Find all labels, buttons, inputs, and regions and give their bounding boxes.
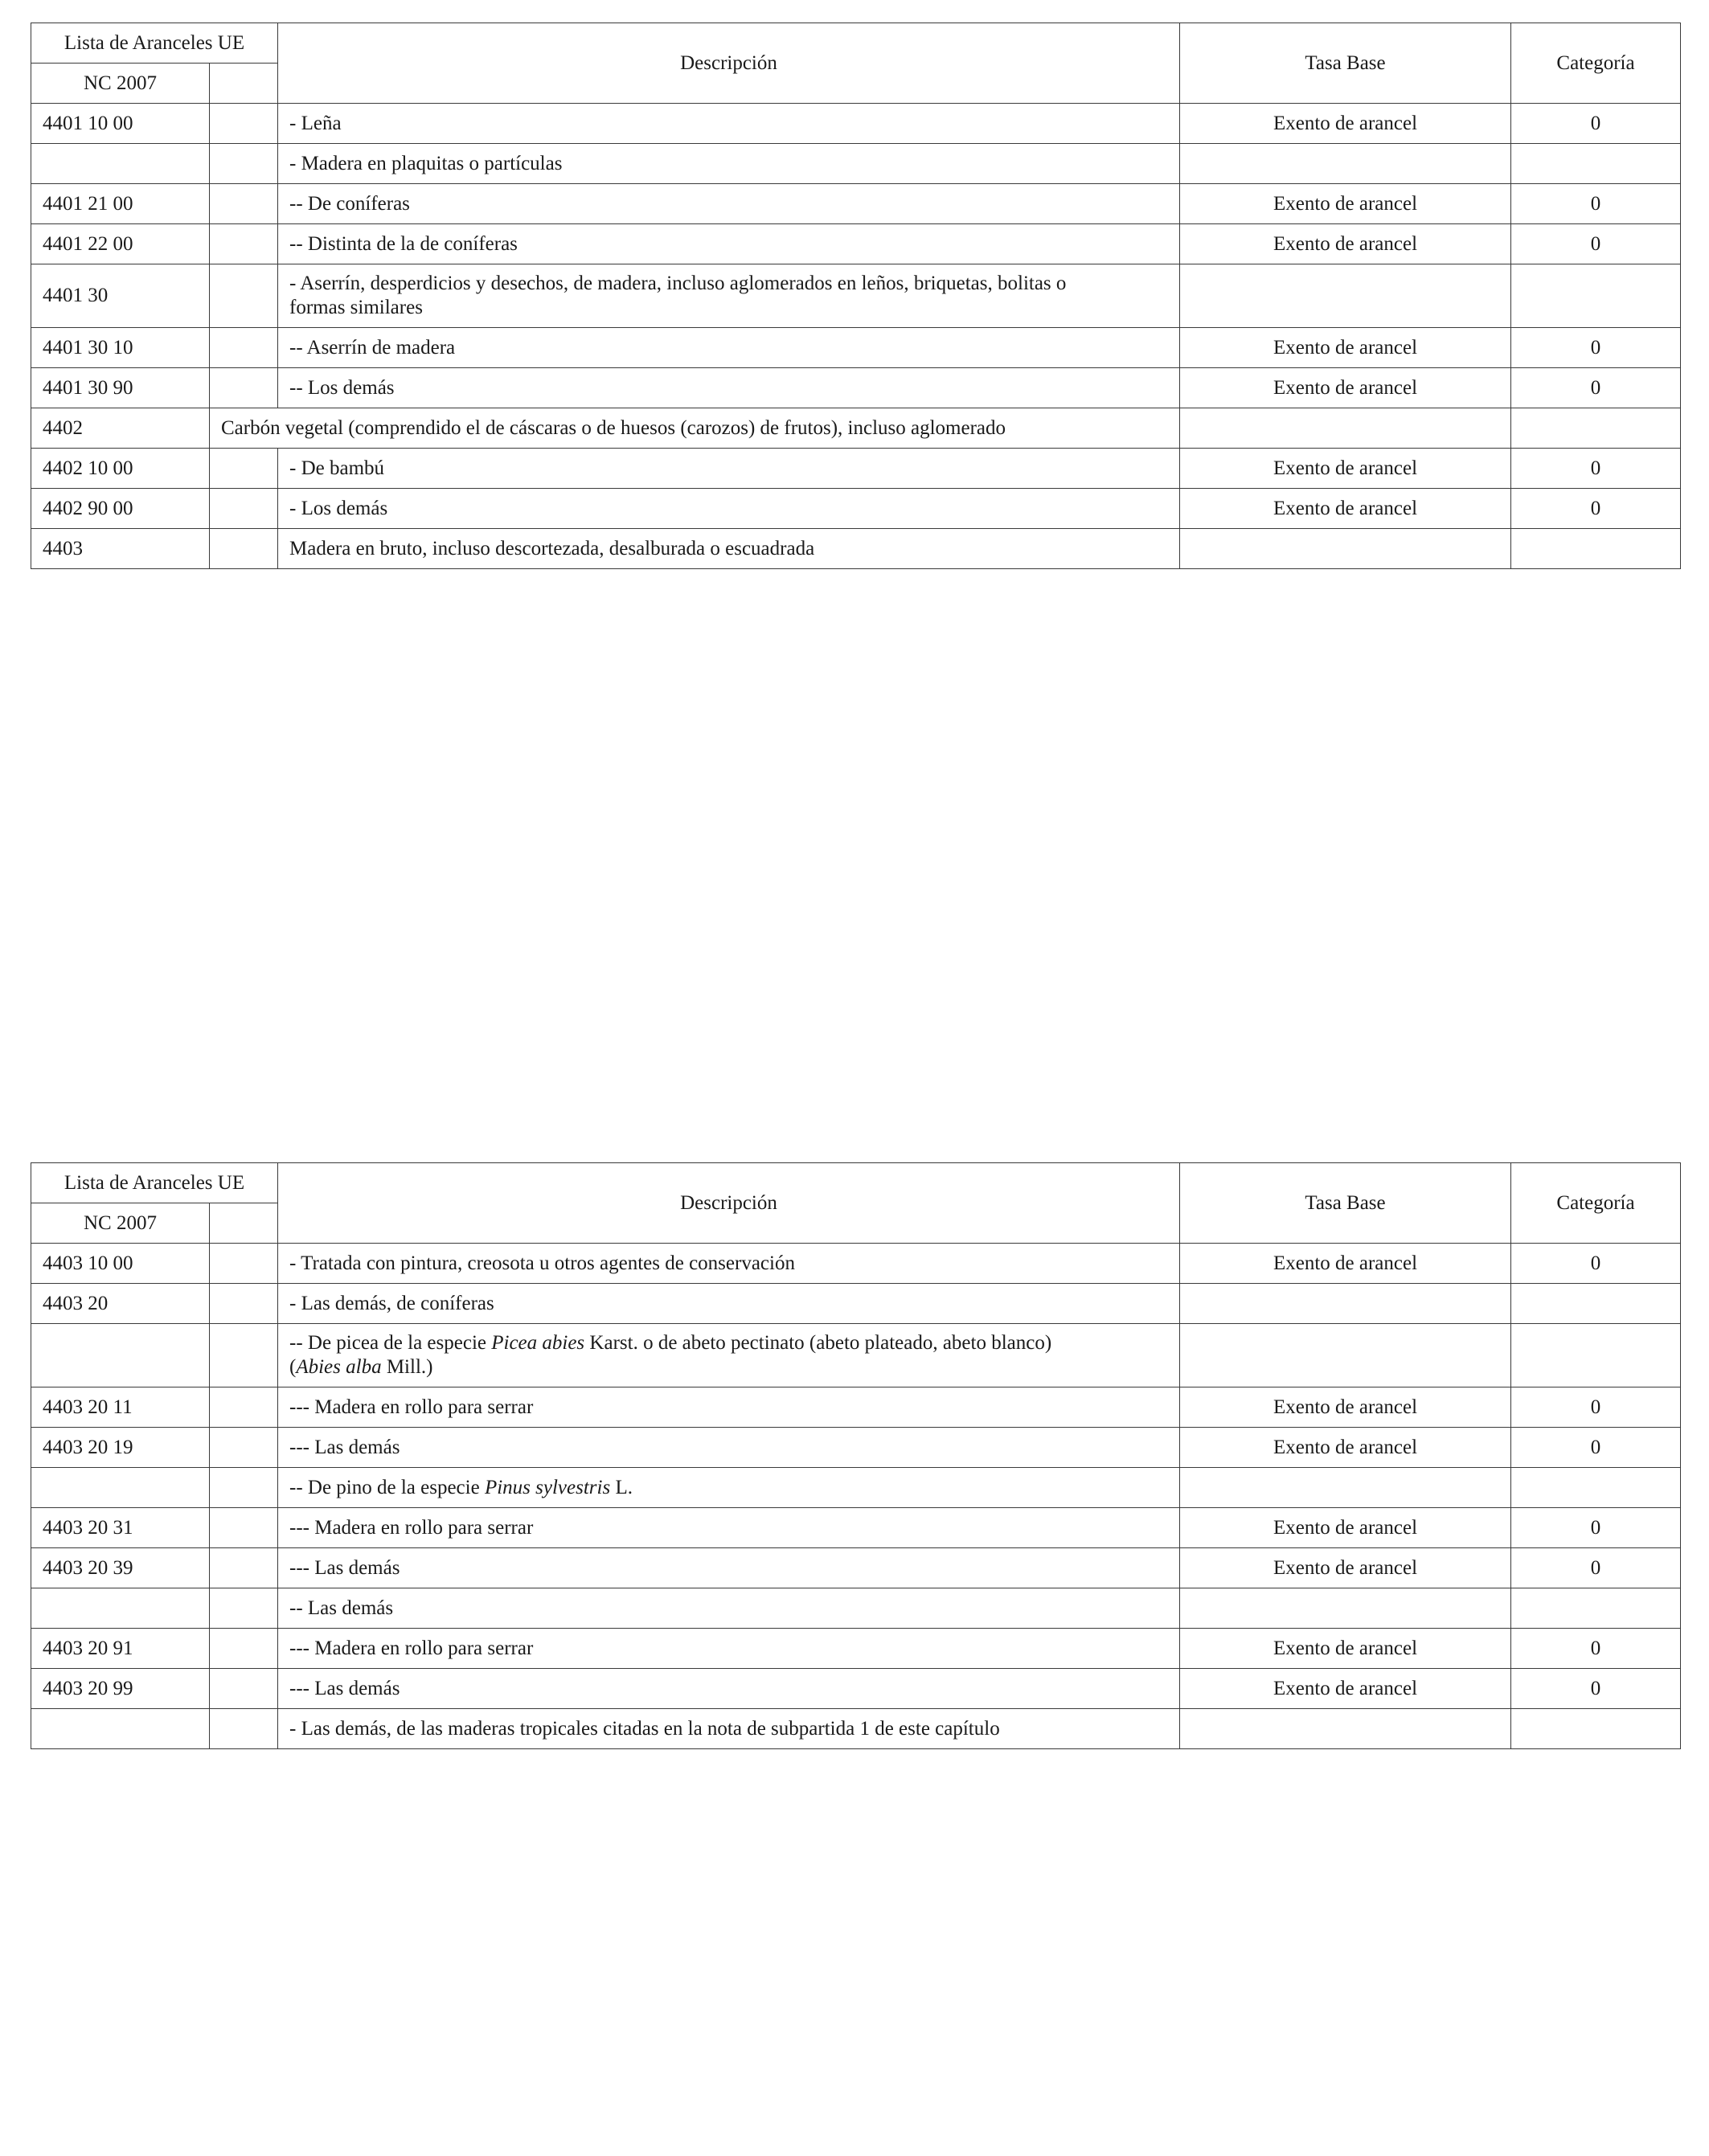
rate-cell bbox=[1180, 264, 1511, 328]
table-row bbox=[31, 224, 1681, 264]
rate-cell: Exento de arancel bbox=[1180, 489, 1511, 529]
rate-cell bbox=[1180, 529, 1511, 569]
description-cell: - Leña bbox=[278, 104, 1180, 144]
description-cell bbox=[278, 264, 1180, 328]
description-cell: --- Madera en rollo para serrar bbox=[278, 1629, 1180, 1669]
table-row bbox=[31, 1629, 1681, 1669]
blank-cell bbox=[210, 224, 278, 264]
rate-cell: Exento de arancel bbox=[1180, 184, 1511, 224]
description-cell: -- Aserrín de madera bbox=[278, 328, 1180, 368]
rate-cell bbox=[1180, 1468, 1511, 1508]
header-row bbox=[31, 1163, 1681, 1203]
category-cell bbox=[1511, 1468, 1681, 1508]
code-cell: 4403 10 00 bbox=[31, 1244, 210, 1284]
header-base-rate: Tasa Base bbox=[1180, 1163, 1511, 1244]
blank-cell bbox=[210, 104, 278, 144]
rate-cell: Exento de arancel bbox=[1180, 1548, 1511, 1588]
code-cell: 4402 10 00 bbox=[31, 449, 210, 489]
description-cell: --- Las demás bbox=[278, 1669, 1180, 1709]
blank-cell bbox=[210, 328, 278, 368]
description-text: ( bbox=[289, 1356, 297, 1378]
table-row bbox=[31, 408, 1681, 449]
description-text: Mill.) bbox=[381, 1356, 433, 1378]
description-cell: --- Las demás bbox=[278, 1548, 1180, 1588]
category-cell: 0 bbox=[1511, 328, 1681, 368]
header-nc-label: NC 2007 bbox=[31, 1203, 210, 1244]
blank-cell bbox=[210, 1468, 278, 1508]
table-row bbox=[31, 1428, 1681, 1468]
category-cell: 0 bbox=[1511, 1669, 1681, 1709]
description-cell: -- Los demás bbox=[278, 368, 1180, 408]
table-row bbox=[31, 368, 1681, 408]
category-cell bbox=[1511, 264, 1681, 328]
description-cell: - De bambú bbox=[278, 449, 1180, 489]
rate-cell: Exento de arancel bbox=[1180, 104, 1511, 144]
category-cell: 0 bbox=[1511, 1548, 1681, 1588]
rate-cell: Exento de arancel bbox=[1180, 1387, 1511, 1428]
table-row bbox=[31, 529, 1681, 569]
description-cell: --- Las demás bbox=[278, 1428, 1180, 1468]
description-cell bbox=[278, 1468, 1180, 1508]
category-cell: 0 bbox=[1511, 1428, 1681, 1468]
code-cell bbox=[31, 1709, 210, 1749]
category-cell: 0 bbox=[1511, 449, 1681, 489]
table-row bbox=[31, 1508, 1681, 1548]
category-cell: 0 bbox=[1511, 368, 1681, 408]
blank-cell bbox=[210, 1244, 278, 1284]
table-row bbox=[31, 328, 1681, 368]
table-row bbox=[31, 1324, 1681, 1387]
code-cell: 4401 21 00 bbox=[31, 184, 210, 224]
rate-cell bbox=[1180, 1709, 1511, 1749]
rate-cell bbox=[1180, 1324, 1511, 1387]
code-cell: 4403 20 99 bbox=[31, 1669, 210, 1709]
rate-cell: Exento de arancel bbox=[1180, 1428, 1511, 1468]
code-cell: 4403 20 19 bbox=[31, 1428, 210, 1468]
category-cell: 0 bbox=[1511, 104, 1681, 144]
blank-cell bbox=[210, 1284, 278, 1324]
code-cell: 4403 20 91 bbox=[31, 1629, 210, 1669]
rate-cell bbox=[1180, 1588, 1511, 1629]
description-text: L. bbox=[610, 1476, 633, 1498]
description-cell: -- Las demás bbox=[278, 1588, 1180, 1629]
header-row bbox=[31, 23, 1681, 64]
code-cell: 4401 30 10 bbox=[31, 328, 210, 368]
description-cell: -- De coníferas bbox=[278, 184, 1180, 224]
blank-cell bbox=[210, 184, 278, 224]
blank-cell bbox=[210, 1709, 278, 1749]
table-row bbox=[31, 1669, 1681, 1709]
table-row bbox=[31, 1468, 1681, 1508]
category-cell bbox=[1511, 1709, 1681, 1749]
code-cell: 4403 20 31 bbox=[31, 1508, 210, 1548]
code-cell: 4403 20 bbox=[31, 1284, 210, 1324]
category-cell: 0 bbox=[1511, 1244, 1681, 1284]
table-row bbox=[31, 449, 1681, 489]
blank-cell bbox=[210, 1669, 278, 1709]
blank-cell bbox=[210, 1588, 278, 1629]
description-line: - Aserrín, desperdicios y desechos, de madera, incluso aglomerados en leños, briquetas, bolitas o bbox=[289, 273, 1067, 294]
table-row bbox=[31, 1588, 1681, 1629]
description-text: Karst. o de abeto pectinato (abeto plateado, abeto blanco) bbox=[584, 1332, 1052, 1354]
category-cell bbox=[1511, 529, 1681, 569]
table-row bbox=[31, 104, 1681, 144]
header-description: Descripción bbox=[278, 23, 1180, 104]
table-row bbox=[31, 1284, 1681, 1324]
code-cell: 4401 10 00 bbox=[31, 104, 210, 144]
blank-cell bbox=[210, 1508, 278, 1548]
category-cell: 0 bbox=[1511, 489, 1681, 529]
rate-cell: Exento de arancel bbox=[1180, 1508, 1511, 1548]
code-cell bbox=[31, 144, 210, 184]
description-cell: --- Madera en rollo para serrar bbox=[278, 1508, 1180, 1548]
blank-cell bbox=[210, 489, 278, 529]
blank-cell bbox=[210, 144, 278, 184]
table-row bbox=[31, 1244, 1681, 1284]
header-blank-cell bbox=[210, 1203, 278, 1244]
description-cell: Madera en bruto, incluso descortezada, desalburada o escuadrada bbox=[278, 529, 1180, 569]
description-cell: - Madera en plaquitas o partículas bbox=[278, 144, 1180, 184]
table-row bbox=[31, 489, 1681, 529]
description-cell: - Tratada con pintura, creosota u otros agentes de conservación bbox=[278, 1244, 1180, 1284]
category-cell: 0 bbox=[1511, 1508, 1681, 1548]
blank-cell bbox=[210, 529, 278, 569]
table-row bbox=[31, 144, 1681, 184]
header-category: Categoría bbox=[1511, 1163, 1681, 1244]
header-list-label: Lista de Aranceles UE bbox=[31, 23, 278, 64]
header-category: Categoría bbox=[1511, 23, 1681, 104]
description-cell bbox=[278, 1324, 1180, 1387]
category-cell bbox=[1511, 144, 1681, 184]
tariff-table-2 bbox=[31, 1162, 1681, 1749]
blank-cell bbox=[210, 1387, 278, 1428]
table-row bbox=[31, 1548, 1681, 1588]
tariff-table-1 bbox=[31, 23, 1681, 569]
description-cell: - Las demás, de las maderas tropicales citadas en la nota de subpartida 1 de este capítulo bbox=[278, 1709, 1180, 1749]
code-cell: 4403 bbox=[31, 529, 210, 569]
table-row bbox=[31, 264, 1681, 328]
table-row bbox=[31, 1709, 1681, 1749]
description-line: formas similares bbox=[289, 297, 423, 318]
description-cell: - Las demás, de coníferas bbox=[278, 1284, 1180, 1324]
description-cell: --- Madera en rollo para serrar bbox=[278, 1387, 1180, 1428]
table-row bbox=[31, 1387, 1681, 1428]
category-cell bbox=[1511, 1284, 1681, 1324]
header-list-label: Lista de Aranceles UE bbox=[31, 1163, 278, 1203]
rate-cell: Exento de arancel bbox=[1180, 224, 1511, 264]
code-cell: 4401 22 00 bbox=[31, 224, 210, 264]
blank-cell bbox=[210, 1629, 278, 1669]
description-text: -- De picea de la especie bbox=[289, 1332, 492, 1354]
code-cell: 4403 20 11 bbox=[31, 1387, 210, 1428]
category-cell: 0 bbox=[1511, 1629, 1681, 1669]
table-row bbox=[31, 184, 1681, 224]
code-cell bbox=[31, 1324, 210, 1387]
header-nc-label: NC 2007 bbox=[31, 64, 210, 104]
description-cell: Carbón vegetal (comprendido el de cáscaras o de huesos (carozos) de frutos), incluso aglomerado bbox=[210, 408, 1180, 449]
category-cell bbox=[1511, 408, 1681, 449]
category-cell: 0 bbox=[1511, 1387, 1681, 1428]
species-name: Abies alba bbox=[296, 1356, 382, 1378]
rate-cell bbox=[1180, 1284, 1511, 1324]
description-text: -- De pino de la especie bbox=[289, 1476, 485, 1498]
code-cell: 4401 30 bbox=[31, 264, 210, 328]
blank-cell bbox=[210, 264, 278, 328]
rate-cell: Exento de arancel bbox=[1180, 368, 1511, 408]
rate-cell: Exento de arancel bbox=[1180, 449, 1511, 489]
rate-cell: Exento de arancel bbox=[1180, 1669, 1511, 1709]
code-cell: 4402 bbox=[31, 408, 210, 449]
rate-cell: Exento de arancel bbox=[1180, 1244, 1511, 1284]
description-cell: -- Distinta de la de coníferas bbox=[278, 224, 1180, 264]
species-name: Pinus sylvestris bbox=[484, 1476, 611, 1498]
blank-cell bbox=[210, 1548, 278, 1588]
rate-cell bbox=[1180, 408, 1511, 449]
blank-cell bbox=[210, 1428, 278, 1468]
category-cell: 0 bbox=[1511, 184, 1681, 224]
rate-cell: Exento de arancel bbox=[1180, 1629, 1511, 1669]
code-cell: 4401 30 90 bbox=[31, 368, 210, 408]
rate-cell: Exento de arancel bbox=[1180, 328, 1511, 368]
header-blank-cell bbox=[210, 64, 278, 104]
header-description: Descripción bbox=[278, 1163, 1180, 1244]
header-base-rate: Tasa Base bbox=[1180, 23, 1511, 104]
category-cell bbox=[1511, 1588, 1681, 1629]
species-name: Picea abies bbox=[491, 1332, 585, 1354]
code-cell bbox=[31, 1468, 210, 1508]
category-cell bbox=[1511, 1324, 1681, 1387]
blank-cell bbox=[210, 1324, 278, 1387]
code-cell: 4402 90 00 bbox=[31, 489, 210, 529]
blank-cell bbox=[210, 368, 278, 408]
description-cell: - Los demás bbox=[278, 489, 1180, 529]
code-cell: 4403 20 39 bbox=[31, 1548, 210, 1588]
blank-cell bbox=[210, 449, 278, 489]
rate-cell bbox=[1180, 144, 1511, 184]
category-cell: 0 bbox=[1511, 224, 1681, 264]
code-cell bbox=[31, 1588, 210, 1629]
